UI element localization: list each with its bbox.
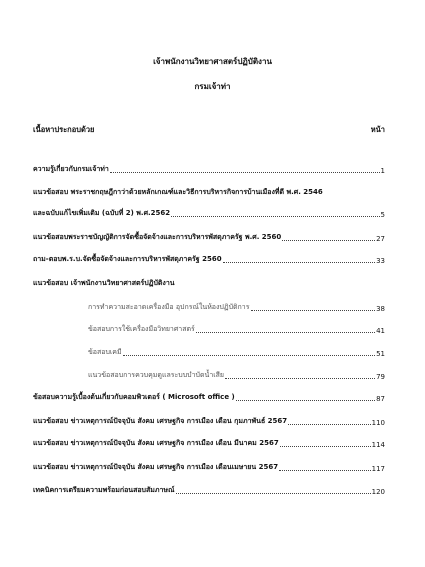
toc-entry-label: แนวข้อสอบพระราชบัญญัติการจัดซื้อจัดจ้างและการบริหารพัสดุภาครัฐ พ.ศ. 2560 xyxy=(33,233,282,241)
dot-leader xyxy=(279,469,371,471)
toc-section-heading: แนวข้อสอบ เจ้าพนักงานวิทยาศาสตร์ปฏิบัติงาน xyxy=(33,279,175,287)
contents-heading: เนื้อหาประกอบด้วย xyxy=(33,125,95,134)
dot-leader xyxy=(223,261,376,263)
toc-entry-label: แนวข้อสอบการควบคุมดูแลระบบบำบัดน้ำเสีย xyxy=(88,371,225,379)
dot-leader xyxy=(176,492,371,494)
dot-leader xyxy=(236,399,375,401)
dot-leader xyxy=(251,309,376,311)
dot-leader xyxy=(110,171,380,173)
dot-leader xyxy=(123,354,375,356)
toc-entry xyxy=(33,437,385,449)
toc-entry-label: และฉบับแก้ไขเพิ่มเติม (ฉบับที่ 2) พ.ศ.2562 xyxy=(33,209,171,217)
toc-entry-page: 27 xyxy=(376,235,385,243)
toc-entry xyxy=(33,484,385,496)
toc-entry-page: 120 xyxy=(371,488,385,496)
dot-leader xyxy=(196,331,375,333)
dot-leader xyxy=(171,215,379,217)
toc-entry-page: 110 xyxy=(371,419,385,427)
toc-entry-label: ความรู้เกี่ยวกับกรมเจ้าท่า xyxy=(33,165,109,173)
toc-entry-label: การทำความสะอาดเครื่องมือ อุปกรณ์ในห้องปฏิบัติการ xyxy=(88,303,250,311)
toc-entry-label: ข้อสอบความรู้เบื้องต้นเกี่ยวกับคอมพิวเตอร์ ( Microsoft office ) xyxy=(33,393,235,401)
toc-entry xyxy=(33,163,385,175)
toc-entry-page: 1 xyxy=(380,167,385,175)
dot-leader xyxy=(288,423,370,425)
toc-sub-entry xyxy=(88,323,385,335)
toc-entry-page: 114 xyxy=(371,441,385,449)
toc-entry xyxy=(33,461,385,473)
toc-entry-label: แนวข้อสอบ ข่าวเหตุการณ์ปัจจุบัน สังคม เศรษฐกิจ การเมือง เดือนเมษายน 2567 xyxy=(33,463,279,471)
toc-entry-label: แนวข้อสอบ ข่าวเหตุการณ์ปัจจุบัน สังคม เศรษฐกิจ การเมือง เดือน กุมภาพันธ์ 2567 xyxy=(33,417,288,425)
toc-entry-label: ถาม-ตอบพ.ร.บ.จัดซื้อจัดจ้างและการบริหารพัสดุภาครัฐ 2560 xyxy=(33,255,222,263)
document-title: เจ้าพนักงานวิทยาศาสตร์ปฏิบัติงาน xyxy=(153,57,272,66)
toc-entry-label: ข้อสอบเคมี xyxy=(88,348,122,356)
toc-entry xyxy=(33,253,385,265)
toc-entry-label: แนวข้อสอบ ข่าวเหตุการณ์ปัจจุบัน สังคม เศรษฐกิจ การเมือง เดือน มีนาคม 2567 xyxy=(33,439,279,447)
dot-leader xyxy=(225,377,375,379)
toc-entry-page: 41 xyxy=(376,327,385,335)
page-column-heading: หน้า xyxy=(370,125,385,134)
toc-entry-page: 79 xyxy=(376,373,385,381)
dot-leader xyxy=(282,239,375,241)
toc-sub-entry xyxy=(88,369,385,381)
toc-entry-page: 38 xyxy=(376,305,385,313)
toc-entry-label: เทคนิคการเตรียมความพร้อมก่อนสอบสัมภาษณ์ xyxy=(33,486,175,494)
toc-entry-page: 51 xyxy=(376,350,385,358)
toc-sub-entry xyxy=(88,346,385,358)
toc-entry-label: ข้อสอบการใช้เครื่องมือวิทยาศาสตร์ xyxy=(88,325,195,333)
toc-sub-entry xyxy=(88,301,385,313)
toc-entry xyxy=(33,391,385,403)
dot-leader xyxy=(280,445,371,447)
toc-entry-page: 87 xyxy=(376,395,385,403)
toc-entry xyxy=(33,207,385,219)
toc-entry xyxy=(33,231,385,243)
toc-entry-page: 117 xyxy=(371,465,385,473)
toc-entry-label: แนวข้อสอบ พระราชกฤษฎีกาว่าด้วยหลักเกณฑ์และวิธีการบริหารกิจการบ้านเมืองที่ดี พ.ศ. 2546 xyxy=(33,188,323,196)
toc-entry-page: 5 xyxy=(380,211,385,219)
toc-entry-page: 33 xyxy=(376,257,385,265)
toc-entry xyxy=(33,415,385,427)
document-subtitle: กรมเจ้าท่า xyxy=(194,82,231,91)
